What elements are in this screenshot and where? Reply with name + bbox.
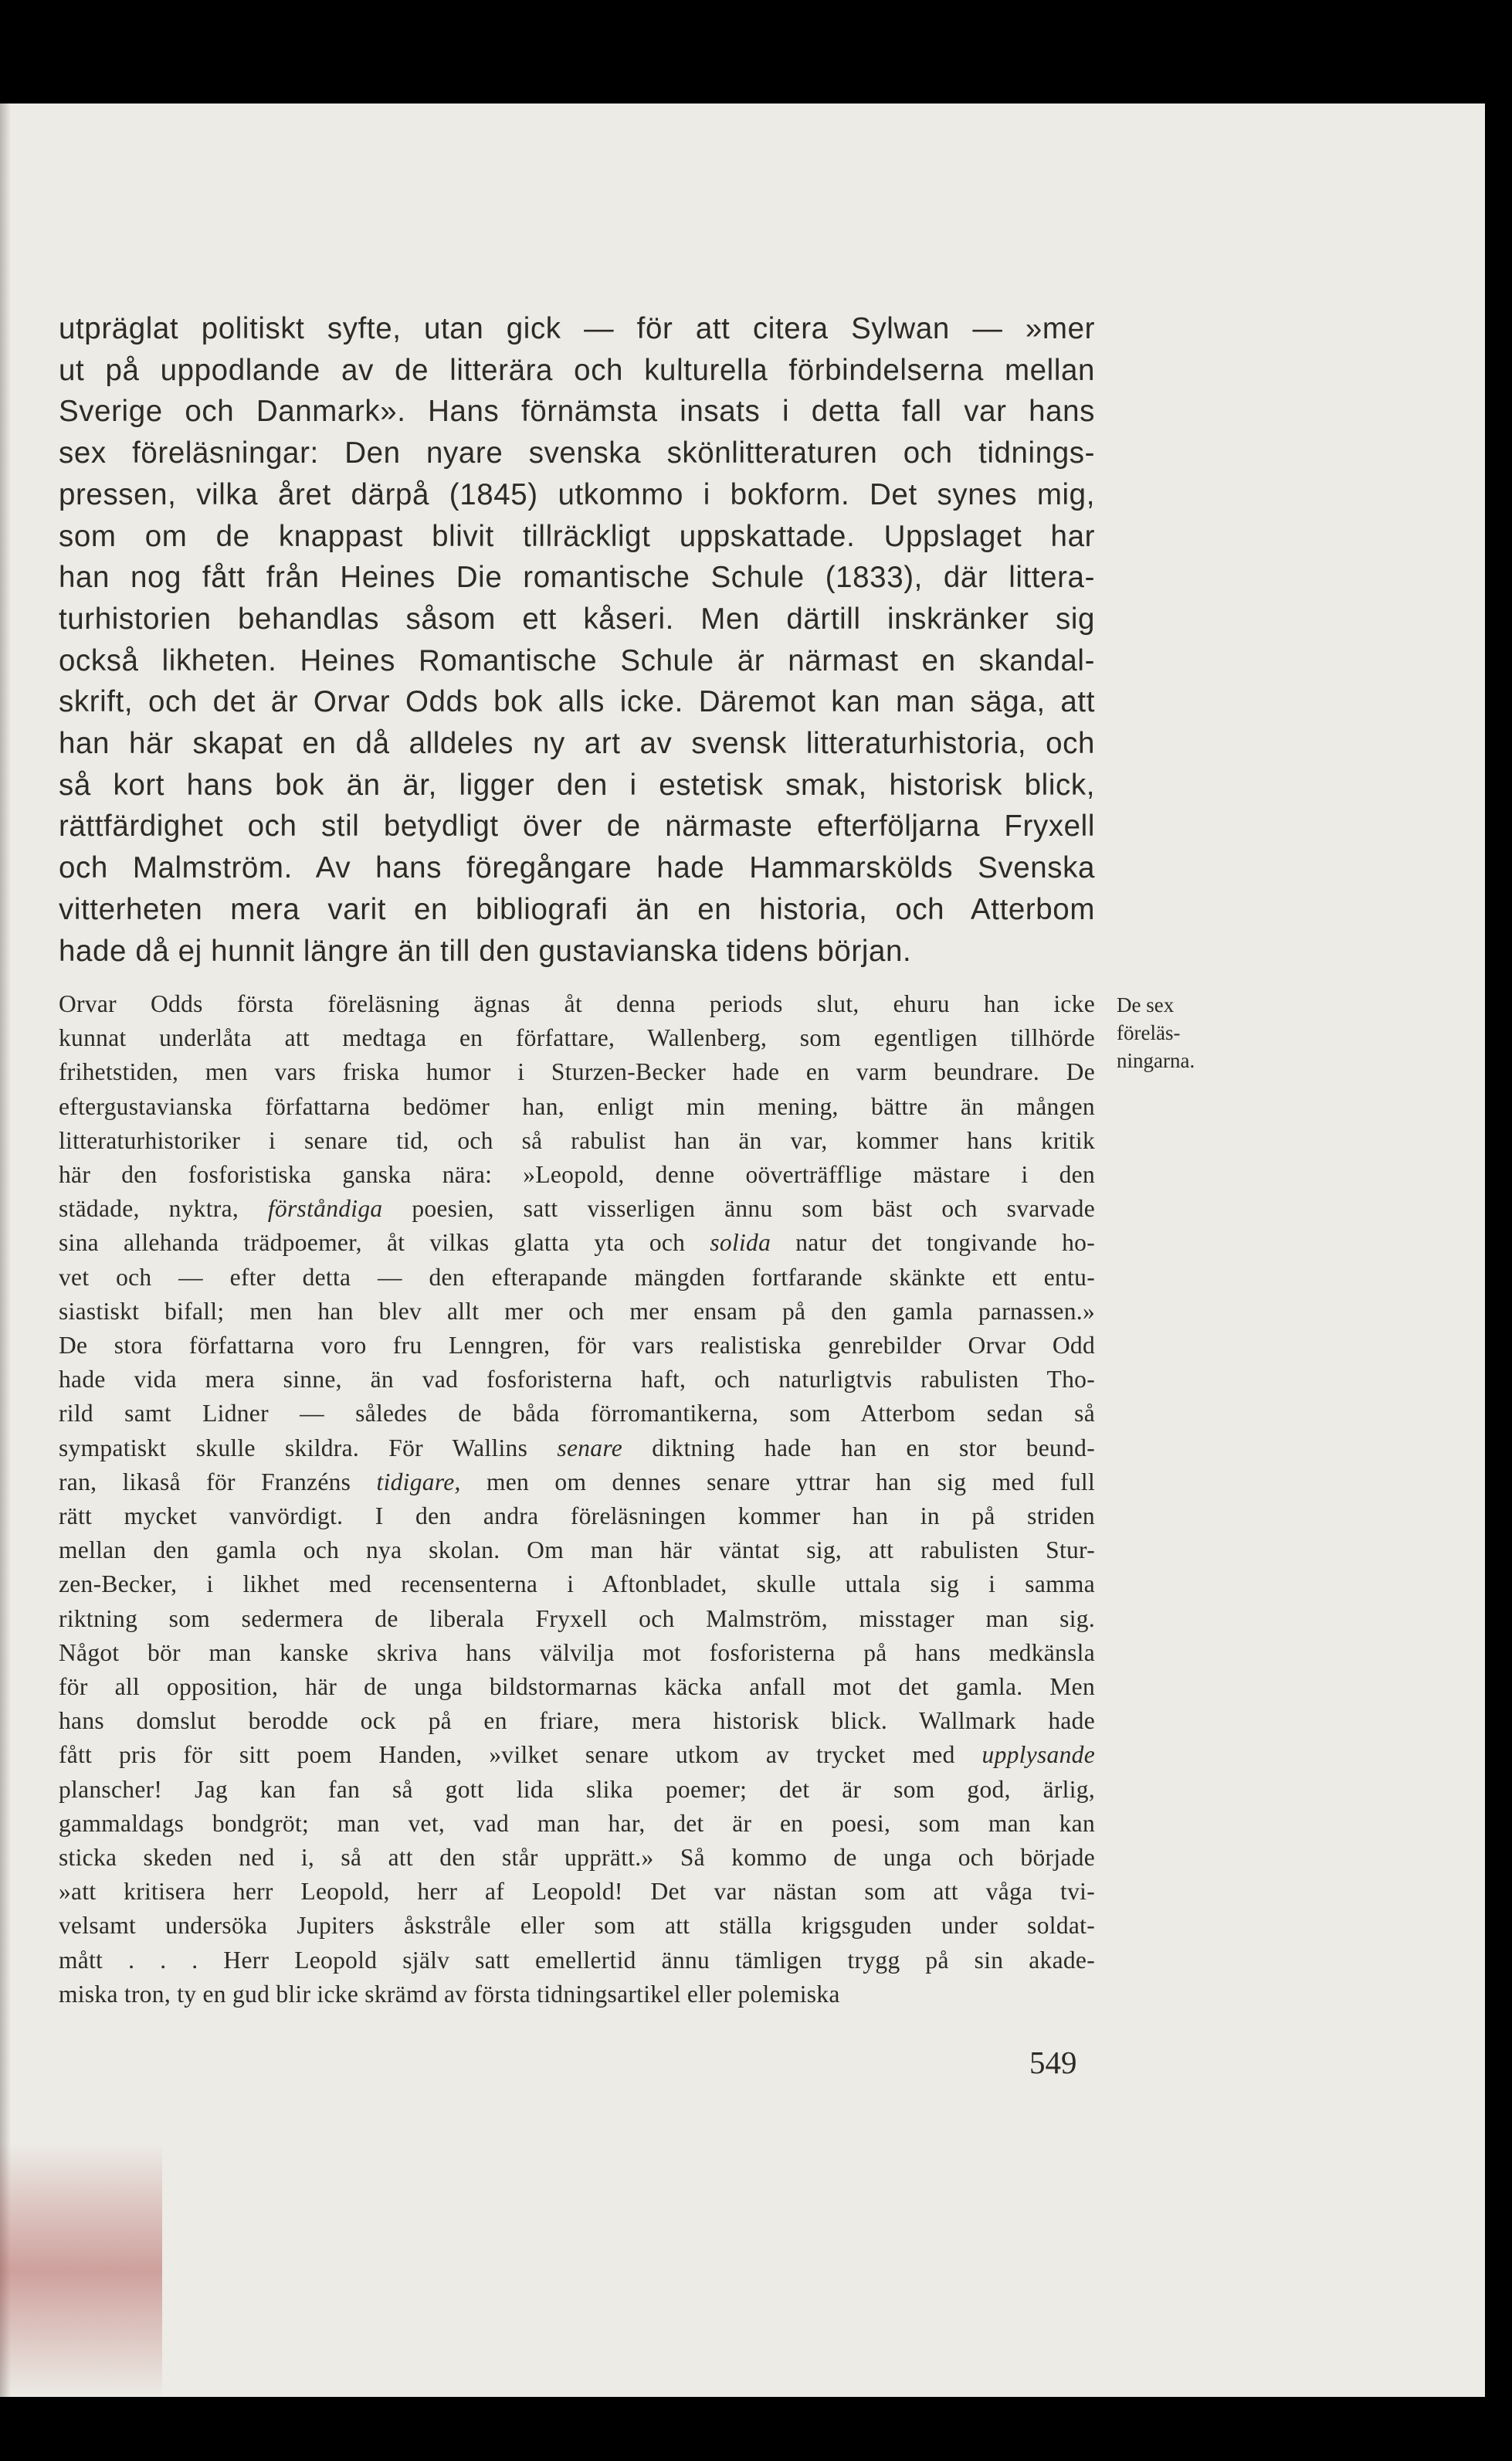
text-segment: De stora författarna voro fru Lenngren, för vars realistiska genrebilder Orvar Odd xyxy=(59,1332,1095,1359)
text-line xyxy=(59,987,1095,1021)
text-segment: mått . . . Herr Leopold själv satt emellertid ännu tämligen trygg på sin akade- xyxy=(59,1946,1095,1974)
text-segment: siastiskt bifall; men han blev allt mer och mer ensam på den gamla parnassen.» xyxy=(59,1297,1095,1325)
text-line xyxy=(59,1192,1095,1226)
text-segment: kunnat underlåta att medtaga en författare, Wallenberg, som egentligen tillhörde xyxy=(59,1024,1095,1052)
emphasis-text: förståndiga xyxy=(267,1195,383,1223)
text-line xyxy=(59,1397,1095,1431)
secondary-paragraph xyxy=(59,987,1095,2011)
text-line xyxy=(59,1533,1095,1567)
text-segment: fått pris för sitt poem Handen, »vilket senare utkom av trycket med xyxy=(59,1741,982,1769)
text-line: som om de knappast blivit tillräckligt uppskattade. Uppslaget har xyxy=(59,519,1095,553)
text-line xyxy=(59,1465,1095,1499)
text-line xyxy=(59,1567,1095,1601)
text-line xyxy=(59,1021,1095,1055)
text-line: och Malmström. Av hans föregångare hade Hammarskölds Svenska xyxy=(59,851,1095,885)
marginal-note xyxy=(1117,991,1240,1074)
text-line xyxy=(59,1773,1095,1807)
text-segment: natur det tongivande ho- xyxy=(771,1229,1095,1257)
text-line xyxy=(59,1602,1095,1636)
text-line xyxy=(59,1875,1095,1909)
text-line xyxy=(59,1295,1095,1329)
text-segment: vet och — efter detta — den efterapande mängden fortfarande skänkte ett entu- xyxy=(59,1263,1095,1291)
book-page xyxy=(0,104,1485,2397)
text-line xyxy=(59,1363,1095,1397)
text-segment: diktning hade han en stor beund- xyxy=(622,1434,1095,1461)
text-line xyxy=(59,1636,1095,1670)
emphasis-text: solida xyxy=(710,1229,771,1257)
text-segment: litteraturhistoriker i senare tid, och så rabulist han än var, kommer hans kritik xyxy=(59,1126,1095,1154)
text-segment: velsamt undersöka Jupiters åskstråle eller som att ställa krigsguden under soldat- xyxy=(59,1912,1095,1940)
text-segment: städade, nyktra, xyxy=(59,1195,268,1223)
text-segment: sticka skeden ned i, så att den står upprätt.» Så kommo de unga och började xyxy=(59,1844,1095,1872)
text-line xyxy=(59,1090,1095,1124)
text-line: ut på uppodlande av de litterära och kulturella förbindelserna mellan xyxy=(59,353,1095,387)
text-segment: hade vida mera sinne, än vad fosforisterna haft, och naturligtvis rabulisten Tho- xyxy=(59,1366,1095,1393)
text-segment: Något bör man kanske skriva hans välvilja mot fosforisterna på hans medkänsla xyxy=(59,1638,1095,1666)
text-line xyxy=(59,1670,1095,1704)
main-paragraph xyxy=(59,308,1095,972)
text-segment: riktning som sedermera de liberala Fryxell och Malmström, misstager man sig. xyxy=(59,1604,1095,1632)
text-line: pressen, vilka året därpå (1845) utkommo i bokform. Det synes mig, xyxy=(59,477,1095,511)
text-line: hade då ej hunnit längre än till den gustavianska tidens början. xyxy=(59,934,912,968)
text-segment: mellan den gamla och nya skolan. Om man här väntat sig, att rabulisten Stur- xyxy=(59,1536,1095,1564)
text-line xyxy=(59,1943,1095,1977)
text-line: också likheten. Heines Romantische Schule är närmast en skandal- xyxy=(59,643,1095,677)
text-segment: hans domslut berodde ock på en friare, mera historisk blick. Wallmark hade xyxy=(59,1707,1095,1735)
emphasis-text: upplysande xyxy=(981,1741,1095,1769)
text-line: utpräglat politiskt syfte, utan gick — för att citera Sylwan — »mer xyxy=(59,312,1095,345)
text-line: han här skapat en då alldeles ny art av svensk litteraturhistoria, och xyxy=(59,727,1095,761)
text-segment: Orvar Odds första föreläsning ägnas åt denna periods slut, ehuru han icke xyxy=(59,990,1095,1017)
page-number: 549 xyxy=(1029,2045,1077,2080)
text-segment: sympatiskt skulle skildra. För Wallins xyxy=(59,1434,558,1461)
text-line xyxy=(59,1499,1095,1533)
text-segment: zen-Becker, i likhet med recensenterna i Aftonbladet, skulle uttala sig i samma xyxy=(59,1570,1095,1598)
text-line xyxy=(59,1261,1095,1295)
text-line: så kort hans bok än är, ligger den i estetisk smak, historisk blick, xyxy=(59,768,1095,802)
text-segment: här den fosforistiska ganska nära: »Leopold, denne oöverträfflige mästare i den xyxy=(59,1161,1095,1189)
text-line xyxy=(59,1807,1095,1841)
text-segment: rild samt Lidner — således de båda förromantikerna, som Atterbom sedan så xyxy=(59,1400,1095,1427)
text-segment: eftergustavianska författarna bedömer han, enligt min mening, bättre än mången xyxy=(59,1092,1095,1120)
text-line: skrift, och det är Orvar Odds bok alls icke. Däremot kan man säga, att xyxy=(59,685,1095,719)
emphasis-text: senare xyxy=(557,1434,623,1461)
text-line xyxy=(59,1124,1095,1158)
text-segment: miska tron, ty en gud blir icke skrämd av första tidningsartikel eller polemiska xyxy=(59,1980,840,2008)
text-segment: poesien, satt visserligen ännu som bäst och svarvade xyxy=(382,1195,1096,1223)
text-segment: »att kritisera herr Leopold, herr af Leopold! Det var nästan som att våga tvi- xyxy=(59,1878,1095,1906)
text-line: Sverige och Danmark». Hans förnämsta insats i detta fall var hans xyxy=(59,395,1095,429)
page-edge-shadow xyxy=(0,2143,162,2397)
text-line xyxy=(59,1704,1095,1738)
text-segment: rätt mycket vanvördigt. I den andra föreläsningen kommer han in på striden xyxy=(59,1502,1095,1530)
marginal-note-line: De sex xyxy=(1117,993,1175,1017)
marginal-note-line: föreläs- xyxy=(1117,1021,1181,1044)
text-line xyxy=(59,1431,1095,1465)
text-segment: men om dennes senare yttrar han sig med full xyxy=(460,1468,1095,1495)
text-line xyxy=(59,1226,1095,1260)
text-segment: sina allehanda trädpoemer, åt vilkas glatta yta och xyxy=(59,1229,710,1257)
text-line xyxy=(59,1909,1095,1943)
text-segment: planscher! Jag kan fan så gott lida slika poemer; det är som god, ärlig, xyxy=(59,1775,1095,1803)
text-line xyxy=(59,1158,1095,1192)
text-line xyxy=(59,1738,1095,1772)
emphasis-text: tidigare, xyxy=(376,1468,461,1495)
text-segment: frihetstiden, men vars friska humor i Sturzen-Becker hade en varm beundrare. De xyxy=(59,1058,1095,1086)
text-line: rättfärdighet och stil betydligt över de närmaste efterföljarna Fryxell xyxy=(59,810,1095,844)
text-line: sex föreläsningar: Den nyare svenska skönlitteraturen och tidnings- xyxy=(59,436,1095,470)
text-segment: för all opposition, här de unga bildstormarnas käcka anfall mot det gamla. Men xyxy=(59,1673,1095,1701)
text-line xyxy=(59,1977,1095,2011)
text-line: vitterheten mera varit en bibliografi än en historia, och Atterbom xyxy=(59,892,1095,926)
text-line xyxy=(59,1841,1095,1875)
text-segment: ran, likaså för Franzéns xyxy=(59,1468,377,1495)
text-line: turhistorien behandlas såsom ett kåseri. Men därtill inskränker sig xyxy=(59,602,1095,636)
marginal-note-line: ningarna. xyxy=(1117,1049,1195,1072)
text-line xyxy=(59,1329,1095,1363)
text-line: han nog fått från Heines Die romantische Schule (1833), där littera- xyxy=(59,561,1095,595)
text-segment: gammaldags bondgröt; man vet, vad man har, det är en poesi, som man kan xyxy=(59,1809,1095,1837)
text-line xyxy=(59,1055,1095,1089)
